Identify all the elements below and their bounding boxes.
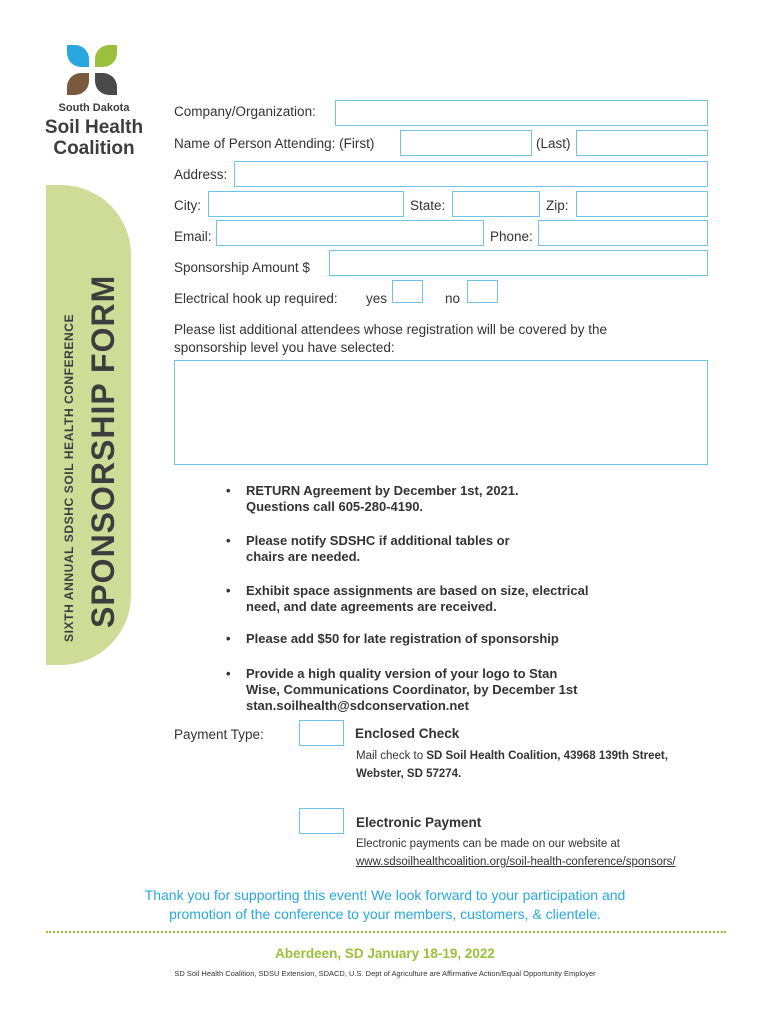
- electronic-payment-title: Electronic Payment: [356, 815, 482, 830]
- zip-label: Zip:: [546, 198, 569, 213]
- state-field[interactable]: [452, 191, 540, 217]
- last-name-label: (Last): [536, 136, 571, 151]
- logo-leaf-green: [95, 45, 117, 67]
- amount-label: Sponsorship Amount $: [174, 260, 310, 275]
- event-info: Aberdeen, SD January 18-19, 2022: [275, 946, 495, 961]
- city-field[interactable]: [208, 191, 404, 217]
- check-text-address-line2: Webster, SD 57274.: [356, 768, 462, 780]
- electrical-yes-checkbox[interactable]: [392, 280, 423, 303]
- address-field[interactable]: [234, 161, 708, 187]
- enclosed-check-title: Enclosed Check: [355, 726, 460, 741]
- side-title: SPONSORSHIP FORM: [85, 274, 121, 628]
- thanks-line2: promotion of the conference to your members, customers, & clientele.: [169, 906, 601, 922]
- bullet-text: Please add $50 for late registration of sponsorship: [246, 631, 559, 646]
- attendees-label-line1: Please list additional attendees whose registration will be covered by the: [174, 322, 608, 337]
- phone-label: Phone:: [490, 229, 533, 244]
- phone-field[interactable]: [538, 220, 708, 246]
- logo: [67, 45, 119, 97]
- zip-field[interactable]: [576, 191, 708, 217]
- payment-type-label: Payment Type:: [174, 727, 264, 742]
- footer-divider: [46, 931, 726, 933]
- logo-leaf-brown: [67, 73, 89, 95]
- disclaimer: SD Soil Health Coalition, SDSU Extension, SDACD, U.S. Dept of Agriculture are Affirmative Action/Equal Opportunity Employer: [174, 969, 596, 978]
- email-label: Email:: [174, 229, 212, 244]
- bullet-text: RETURN Agreement by December 1st, 2021.: [246, 483, 519, 498]
- electronic-payment-text: Electronic payments can be made on our website at: [356, 838, 621, 850]
- attendees-textarea[interactable]: [174, 360, 708, 465]
- state-label: State:: [410, 198, 446, 213]
- check-text-address-line1: SD Soil Health Coalition, 43968 139th Street,: [426, 750, 668, 762]
- company-field[interactable]: [335, 100, 708, 126]
- logo-leaf-dark: [95, 73, 117, 95]
- city-label: City:: [174, 198, 201, 213]
- electrical-label: Electrical hook up required:: [174, 291, 338, 306]
- logo-name-line1: Soil Health: [44, 117, 144, 138]
- enclosed-check-checkbox[interactable]: [299, 720, 344, 746]
- bullet-text: chairs are needed.: [246, 549, 361, 564]
- attendees-label-line2: sponsorship level you have selected:: [174, 340, 395, 355]
- electrical-yes-label: yes: [366, 291, 388, 306]
- bullet-text: Wise, Communications Coordinator, by December 1st: [246, 682, 578, 697]
- thanks-line1: Thank you for supporting this event! We look forward to your participation and: [144, 887, 626, 903]
- electrical-no-label: no: [445, 291, 461, 306]
- side-subtitle: SIXTH ANNUAL SDSHC SOIL HEALTH CONFERENCE: [62, 313, 76, 642]
- electrical-no-checkbox[interactable]: [467, 280, 498, 303]
- enclosed-check-text: [356, 750, 716, 762]
- bullet-text: stan.soilhealth@sdconservation.net: [246, 698, 469, 713]
- first-name-field[interactable]: [400, 130, 532, 156]
- bullet-text: need, and date agreements are received.: [246, 599, 497, 614]
- logo-state: South Dakota: [58, 102, 130, 114]
- electronic-payment-checkbox[interactable]: [299, 808, 344, 834]
- bullet-text: Please notify SDSHC if additional tables or: [246, 533, 510, 548]
- company-label: Company/Organization:: [174, 104, 316, 119]
- bullet-text: Exhibit space assignments are based on size, electrical: [246, 583, 589, 598]
- bullet-text: Questions call 605-280-4190.: [246, 499, 424, 514]
- logo-leaf-blue: [67, 45, 89, 67]
- first-name-label: Name of Person Attending: (First): [174, 136, 375, 151]
- address-label: Address:: [174, 167, 228, 182]
- amount-field[interactable]: [329, 250, 708, 276]
- check-text-prefix: Mail check to: [356, 750, 427, 762]
- last-name-field[interactable]: [576, 130, 708, 156]
- logo-name-line2: Coalition: [53, 138, 135, 159]
- bullet-text: Provide a high quality version of your logo to Stan: [246, 666, 558, 681]
- email-field[interactable]: [216, 220, 484, 246]
- electronic-payment-link[interactable]: www.sdsoilhealthcoalition.org/soil-health-conference/sponsors/: [356, 856, 676, 868]
